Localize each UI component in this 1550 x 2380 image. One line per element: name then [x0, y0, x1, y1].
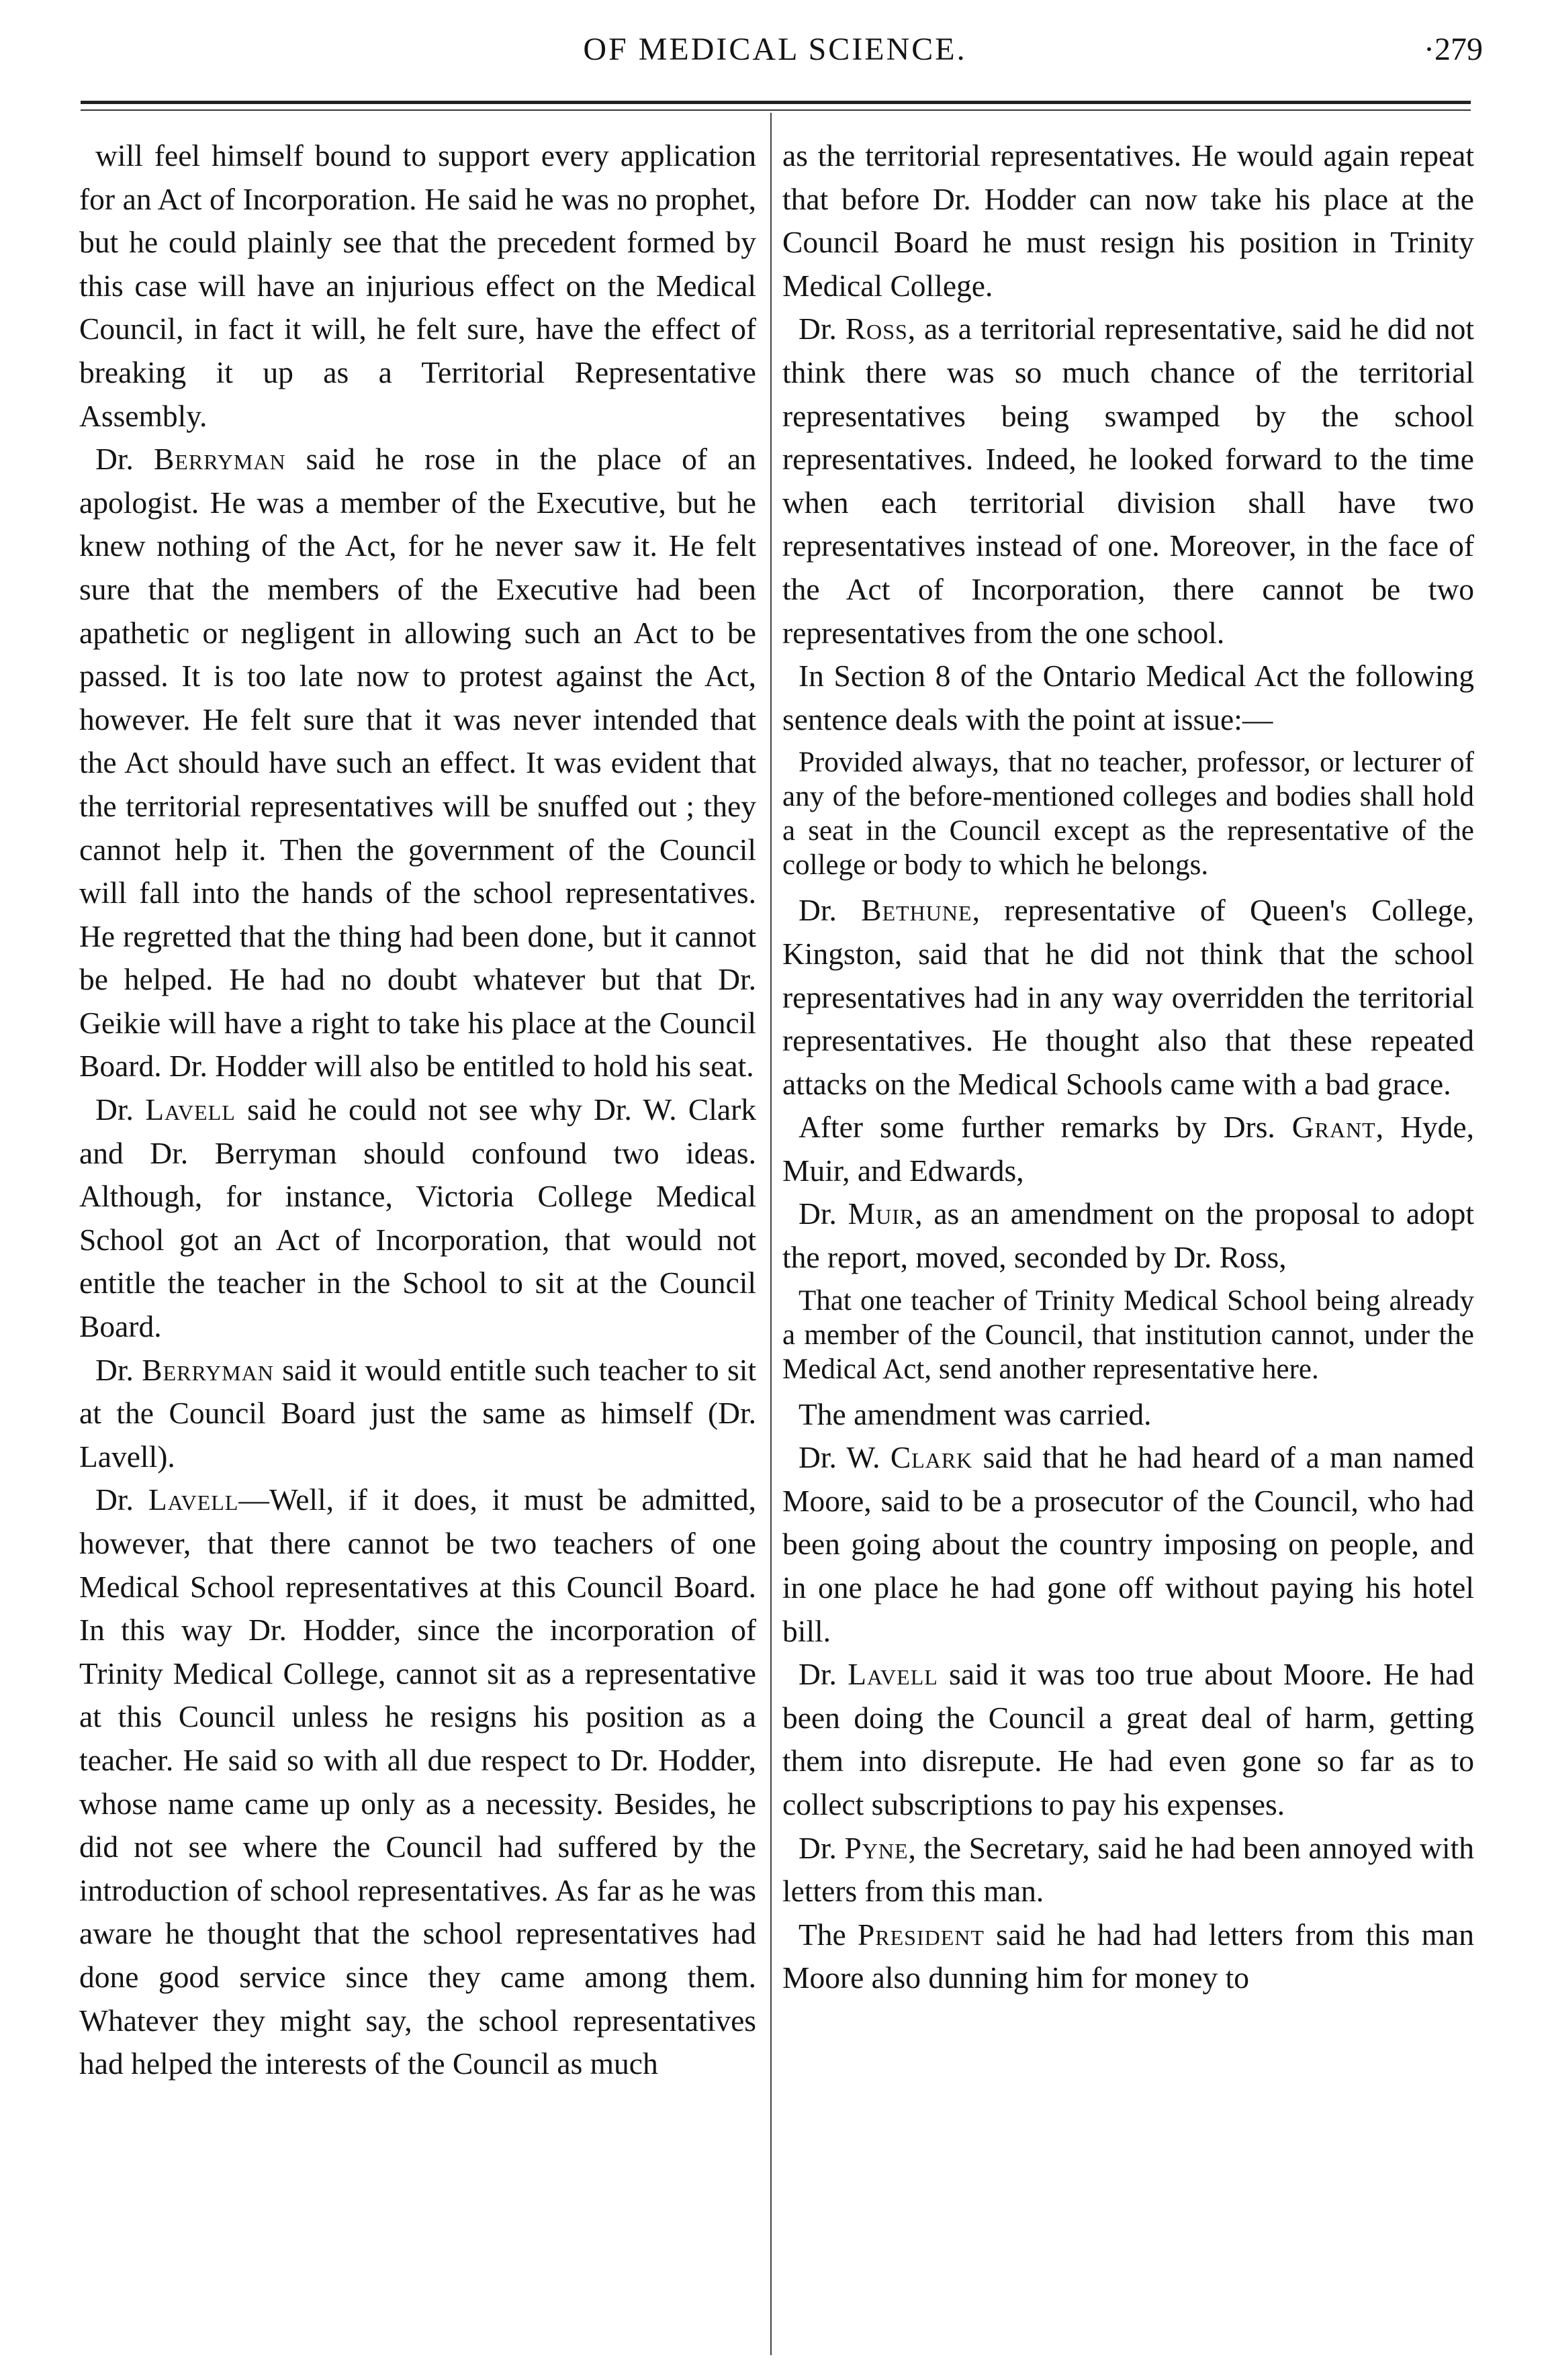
- speaker-title: Dr.: [95, 1482, 148, 1517]
- speaker-name: Muir: [848, 1196, 915, 1231]
- paragraph: [782, 1106, 1474, 1192]
- paragraph: [782, 134, 1474, 307]
- paragraph-text: said it was too true about Moore. He had been doing the Council a great deal of harm, getting them into disrepute. He had even gone so far as to collect subscriptions to pay his expenses.: [782, 1657, 1474, 1821]
- paragraph-text: In Section 8 of the Ontario Medical Act the following sentence deals with the point at issue:—: [782, 659, 1474, 736]
- header-rule-thick: [81, 101, 1471, 104]
- paragraph: [782, 1393, 1474, 1437]
- paragraph-text: said he had had letters from this man Moore also dunning him for money to: [782, 1917, 1474, 1995]
- paragraph-text: That one teacher of Trinity Medical School being already a member of the Council, that institution cannot, under the Medical Act, send another representative here.: [782, 1284, 1474, 1385]
- paragraph: [79, 1349, 756, 1479]
- paragraph: [782, 1913, 1474, 2000]
- paragraph-text: will feel himself bound to support every application for an Act of Incorporation. He said he was no prophet, but he could plainly see that the precedent formed by this case will have an injurious effect on the Medical Council, in fact it will, he felt sure, have the effect of breaking it up as a Territorial Representative Assembly.: [79, 138, 756, 433]
- paragraph-text: said he rose in the place of an apologist. He was a member of the Executive, but he knew nothing of the Act, for he never saw it. He felt sure that the members of the Executive had been apathetic or negligent in allowing such an Act to be passed. It is too late now to protest against the Act, however. He felt sure that it was never intended that the Act should have such an effect. It was evident that the territorial representatives will be snuffed out ; they cannot help it. Then the government of the Council will fall into the hands of the school representatives. He regretted that the thing had been done, but it cannot be helped. He had no doubt whatever but that Dr. Geikie will have a right to take his place at the Council Board. Dr. Hodder will also be entitled to hold his seat.: [79, 442, 756, 1084]
- left-column: [79, 134, 756, 2350]
- paragraph-text: The amendment was carried.: [799, 1396, 1152, 1431]
- quoted-paragraph: [782, 745, 1474, 882]
- running-title: OF MEDICAL SCIENCE.: [583, 32, 967, 67]
- paragraph: [782, 655, 1474, 741]
- paragraph-text: said it would entitle such teacher to sit at the Council Board just the same as himself (Dr. Lavell).: [79, 1352, 756, 1474]
- quoted-paragraph: [782, 1284, 1474, 1386]
- speaker-title: Dr.: [95, 442, 154, 477]
- speaker-name: Berryman: [142, 1352, 274, 1387]
- paragraph: [79, 134, 756, 438]
- paragraph-text-lead: After some further remarks by Drs.: [799, 1110, 1292, 1145]
- right-column: [782, 134, 1474, 2350]
- paragraph: [79, 1478, 756, 2085]
- paragraph-text: , as an amendment on the proposal to adopt the report, moved, seconded by Dr. Ross,: [782, 1196, 1474, 1275]
- paragraph: [782, 1436, 1474, 1653]
- paragraph-text: , as a territorial representative, said he did not think there was so much chance of the territorial representatives being swamped by the school representatives. Indeed, he looked forward to the time when each territorial division shall have two representatives instead of one. Moreover, in the face of the Act of Incorporation, there cannot be two representatives from the one school.: [782, 312, 1474, 650]
- paragraph: [79, 1088, 756, 1349]
- speaker-title: Dr. W.: [799, 1440, 891, 1475]
- speaker-title: The: [799, 1917, 858, 1952]
- speaker-title: Dr.: [799, 1657, 848, 1692]
- speaker-name: Bethune: [861, 893, 972, 928]
- paragraph-text: said that he had heard of a man named Moore, said to be a prosecutor of the Council, who had been going about the country imposing on people, and in one place he had gone off without paying his hotel bill.: [782, 1440, 1474, 1648]
- page-header: [0, 24, 1550, 85]
- speaker-title: Dr.: [95, 1352, 142, 1387]
- speaker-name: Lavell: [145, 1092, 236, 1127]
- speaker-name: Clark: [890, 1440, 973, 1475]
- paragraph-text: , Hyde, Muir, and Edwards,: [782, 1110, 1474, 1188]
- paragraph: [782, 889, 1474, 1106]
- speaker-title: Dr.: [799, 1196, 848, 1231]
- speaker-title: Dr.: [95, 1092, 146, 1127]
- speaker-name: Pyne: [844, 1830, 909, 1865]
- paragraph-text: said he could not see why Dr. W. Clark and Dr. Berryman should confound two ideas. Although, for instance, Victoria College Medical School got an Act of Incorporation, that would not entitle the teacher in the School to sit at the Council Board.: [79, 1092, 756, 1344]
- paragraph-text: , representative of Queen's College, Kingston, said that he did not think that the school representatives had in any way overridden the territorial representatives. He thought also that these repeated attacks on the Medical Schools came with a bad grace.: [782, 893, 1474, 1101]
- paragraph: [782, 1192, 1474, 1279]
- paragraph: [782, 1653, 1474, 1826]
- paragraph: [782, 307, 1474, 655]
- paragraph-text: , the Secretary, said he had been annoyed with letters from this man.: [782, 1830, 1474, 1909]
- speaker-title: Dr.: [799, 1830, 845, 1865]
- speaker-name: Berryman: [153, 442, 286, 477]
- paragraph: [782, 1827, 1474, 1913]
- paragraph-text: Provided always, that no teacher, professor, or lecturer of any of the before-mentioned colleges and bodies shall hold a seat in the Council except as the representative of the college or body to which he belongs.: [782, 747, 1474, 882]
- paragraph: [79, 438, 756, 1088]
- paragraph-text: —Well, if it does, it must be admitted, however, that there cannot be two teachers of one Medical School representatives at this Council Board. In this way Dr. Hodder, since the incorporation of Trinity Medical College, cannot sit as a representative at this Council unless he resigns his position as a teacher. He said so with all due respect to Dr. Hodder, whose name came up only as a necessity. Besides, he did not see where the Council had suffered by the introduction of school representatives. As far as he was aware he thought that the school representatives had done good service since they came among them. Whatever they might say, the school representatives had helped the interests of the Council as much: [79, 1482, 756, 2081]
- page-number: ·279: [1424, 32, 1483, 67]
- speaker-name: Grant: [1291, 1110, 1376, 1145]
- column-divider: [770, 113, 772, 2355]
- paragraph-text: as the territorial representatives. He would again repeat that before Dr. Hodder can now take his place at the Council Board he must resign his position in Trinity Medical College.: [782, 138, 1474, 303]
- speaker-title: Dr.: [799, 312, 846, 346]
- header-rule-thin: [81, 109, 1471, 111]
- speaker-title: Dr.: [799, 893, 862, 928]
- speaker-name: Lavell: [148, 1482, 239, 1517]
- speaker-name: Lavell: [848, 1657, 938, 1692]
- speaker-name: Ross: [845, 312, 908, 346]
- speaker-name: President: [857, 1917, 985, 1952]
